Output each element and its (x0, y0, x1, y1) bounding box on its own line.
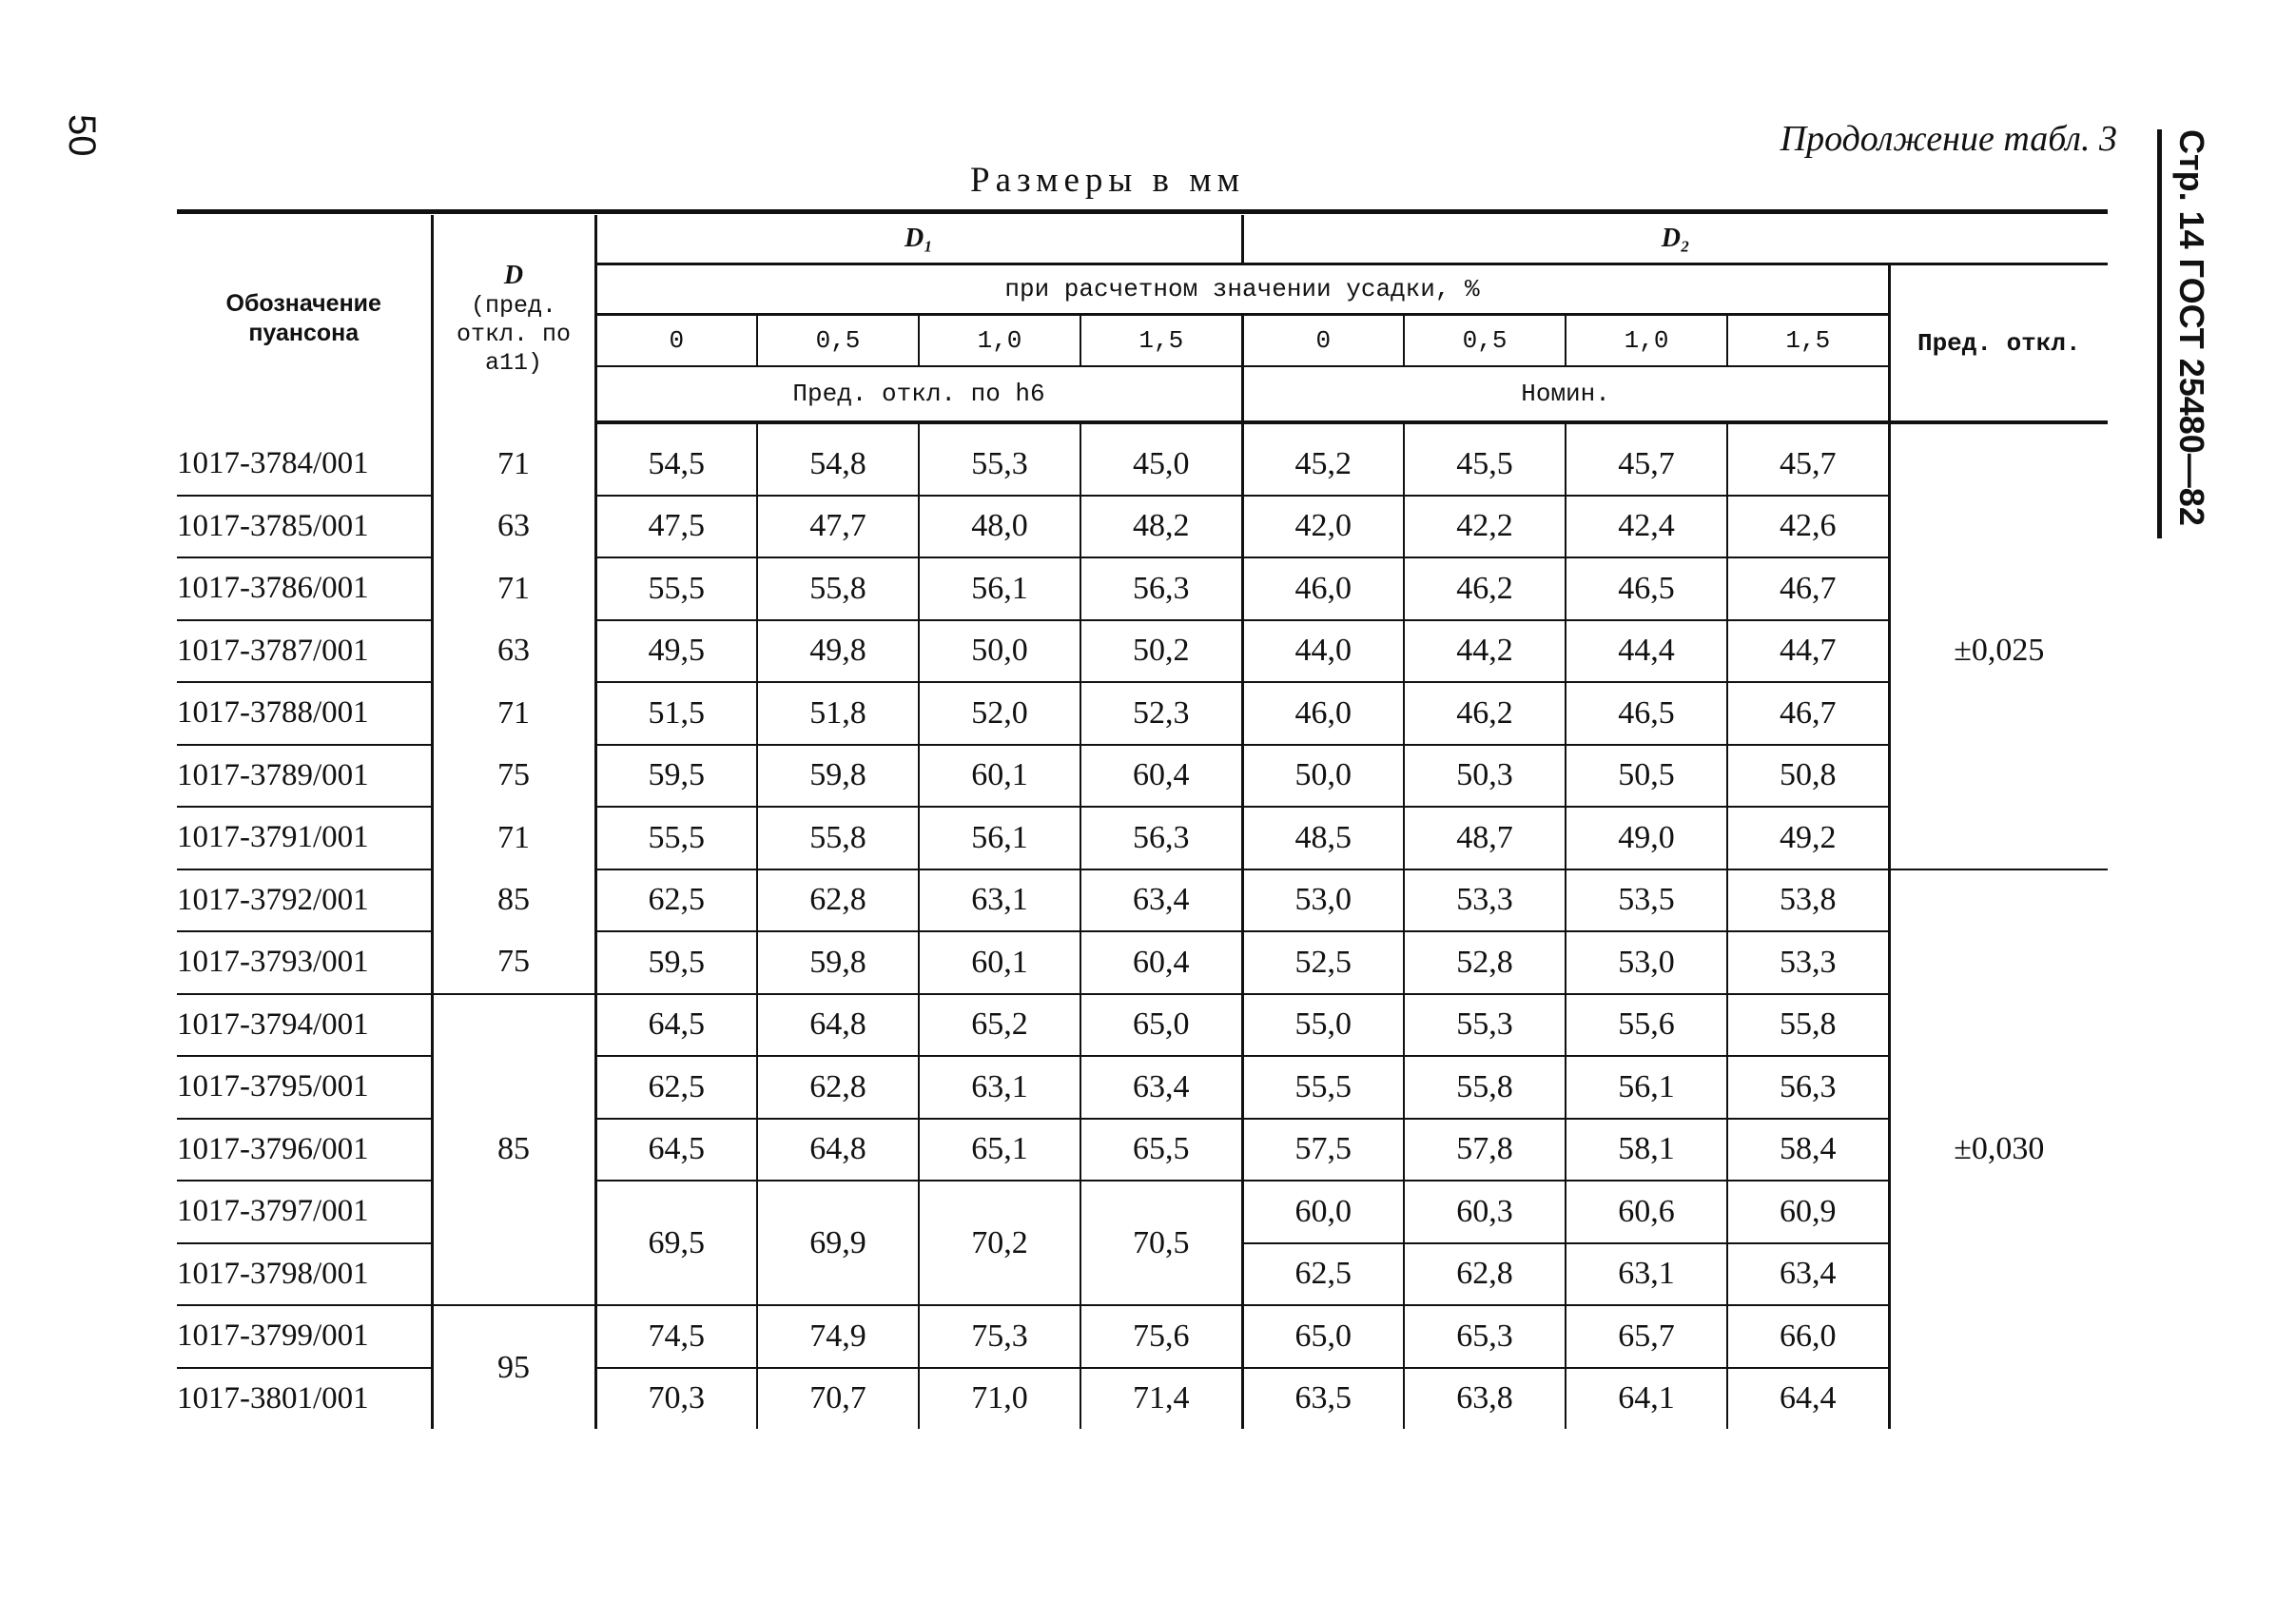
table-row (177, 869, 2108, 932)
cell: 64,8 (757, 1119, 919, 1182)
row-label: 1017-3791/001 (177, 807, 432, 869)
header-d (432, 215, 595, 422)
cell: 62,8 (757, 869, 919, 932)
cell: 50,2 (1080, 620, 1242, 683)
cell: 65,3 (1404, 1305, 1566, 1368)
cell: 75,3 (919, 1305, 1080, 1368)
cell: 59,8 (757, 931, 919, 994)
cell: 65,1 (919, 1119, 1080, 1182)
cell: 62,5 (1242, 1243, 1404, 1306)
cell: 53,8 (1727, 869, 1889, 932)
row-label: 1017-3789/001 (177, 745, 432, 808)
cell: 47,7 (757, 496, 919, 558)
header-d1-tolerance: Пред. откл. по h6 (595, 366, 1242, 422)
cell: 63,8 (1404, 1368, 1566, 1430)
cell: 60,9 (1727, 1181, 1889, 1243)
cell: 46,7 (1727, 682, 1889, 745)
cell: 62,8 (1404, 1243, 1566, 1306)
cell: 46,5 (1566, 682, 1727, 745)
units-caption: Размеры в мм (970, 161, 1246, 200)
row-d: 71 (432, 434, 595, 496)
cell: 59,5 (595, 745, 757, 808)
cell: 71,4 (1080, 1368, 1242, 1430)
cell: 49,5 (595, 620, 757, 683)
cell: 57,5 (1242, 1119, 1404, 1182)
table-row (177, 434, 2108, 496)
cell: 49,8 (757, 620, 919, 683)
row-label: 1017-3801/001 (177, 1368, 432, 1430)
cell: 48,2 (1080, 496, 1242, 558)
cell: 60,1 (919, 745, 1080, 808)
row-label: 1017-3794/001 (177, 994, 432, 1057)
table-row (177, 931, 2108, 994)
cell: 56,1 (1566, 1056, 1727, 1119)
table-row (177, 682, 2108, 745)
cell: 52,5 (1242, 931, 1404, 994)
cell: 63,4 (1080, 1056, 1242, 1119)
row-label: 1017-3793/001 (177, 931, 432, 994)
cell: 65,0 (1242, 1305, 1404, 1368)
cell: 54,5 (595, 434, 757, 496)
row-label: 1017-3796/001 (177, 1119, 432, 1182)
header-designation: Обозначение пуансона (177, 215, 432, 422)
cell: 65,2 (919, 994, 1080, 1057)
table-row (177, 807, 2108, 869)
cell: 63,1 (919, 869, 1080, 932)
row-d: 71 (432, 807, 595, 869)
table-row (177, 557, 2108, 620)
cell: 63,4 (1727, 1243, 1889, 1306)
header-shrink-1-0: 1,0 (919, 315, 1080, 367)
cell: 63,1 (919, 1056, 1080, 1119)
page-number: 50 (61, 114, 103, 157)
cell: 50,3 (1404, 745, 1566, 808)
row-label: 1017-3787/001 (177, 620, 432, 683)
header-shrink-1-0: 1,0 (1566, 315, 1727, 367)
cell: 52,3 (1080, 682, 1242, 745)
header-shrink-0: 0 (1242, 315, 1404, 367)
cell: 70,3 (595, 1368, 757, 1430)
cell: 60,1 (919, 931, 1080, 994)
cell: 55,8 (1727, 994, 1889, 1057)
cell: 46,2 (1404, 557, 1566, 620)
cell: 63,5 (1242, 1368, 1404, 1430)
cell: 60,6 (1566, 1181, 1727, 1243)
cell: 42,2 (1404, 496, 1566, 558)
row-d: 63 (432, 496, 595, 558)
cell-merged: 70,2 (919, 1181, 1080, 1305)
cell: 60,0 (1242, 1181, 1404, 1243)
header-shrink-0-5: 0,5 (1404, 315, 1566, 367)
row-d-merged: 95 (432, 1305, 595, 1429)
cell: 53,5 (1566, 869, 1727, 932)
cell: 46,7 (1727, 557, 1889, 620)
cell: 45,0 (1080, 434, 1242, 496)
cell: 46,0 (1242, 682, 1404, 745)
cell: 59,8 (757, 745, 919, 808)
header-d2: D₂ (1242, 215, 2108, 264)
cell: 63,1 (1566, 1243, 1727, 1306)
cell: 52,0 (919, 682, 1080, 745)
cell: 55,8 (1404, 1056, 1566, 1119)
cell: 48,7 (1404, 807, 1566, 869)
row-d: 85 (432, 869, 595, 932)
cell: 75,6 (1080, 1305, 1242, 1368)
dimensions-table (177, 215, 2108, 1429)
cell: 60,4 (1080, 745, 1242, 808)
cell: 63,4 (1080, 869, 1242, 932)
cell: 55,6 (1566, 994, 1727, 1057)
row-label: 1017-3784/001 (177, 434, 432, 496)
cell: 50,0 (919, 620, 1080, 683)
cell: 52,8 (1404, 931, 1566, 994)
row-label: 1017-3798/001 (177, 1243, 432, 1306)
table-row (177, 745, 2108, 808)
cell: 44,4 (1566, 620, 1727, 683)
row-label: 1017-3797/001 (177, 1181, 432, 1243)
header-d-note: (пред. откл. по a11) (456, 292, 572, 377)
cell: 51,5 (595, 682, 757, 745)
cell: 62,5 (595, 1056, 757, 1119)
header-d2-nominal: Номин. (1242, 366, 1889, 422)
row-d: 75 (432, 931, 595, 994)
cell: 60,4 (1080, 931, 1242, 994)
cell: 55,5 (1242, 1056, 1404, 1119)
cell: 44,7 (1727, 620, 1889, 683)
header-d1: D₁ (595, 215, 1242, 264)
cell: 54,8 (757, 434, 919, 496)
cell: 55,8 (757, 807, 919, 869)
cell: 45,7 (1727, 434, 1889, 496)
side-running-header (2157, 129, 2211, 538)
cell: 74,9 (757, 1305, 919, 1368)
row-label: 1017-3788/001 (177, 682, 432, 745)
cell: 59,5 (595, 931, 757, 994)
row-label: 1017-3795/001 (177, 1056, 432, 1119)
cell: 64,5 (595, 1119, 757, 1182)
tolerance-group-2: ±0,030 (1889, 869, 2108, 1430)
cell: 50,0 (1242, 745, 1404, 808)
cell: 46,5 (1566, 557, 1727, 620)
row-label: 1017-3799/001 (177, 1305, 432, 1368)
cell: 65,0 (1080, 994, 1242, 1057)
cell: 60,3 (1404, 1181, 1566, 1243)
cell: 71,0 (919, 1368, 1080, 1430)
cell: 65,5 (1080, 1119, 1242, 1182)
cell: 48,0 (919, 496, 1080, 558)
cell: 55,5 (595, 807, 757, 869)
cell-merged: 69,9 (757, 1181, 919, 1305)
cell: 49,2 (1727, 807, 1889, 869)
cell: 56,3 (1080, 557, 1242, 620)
cell: 44,2 (1404, 620, 1566, 683)
header-shrink-0: 0 (595, 315, 757, 367)
row-d: 63 (432, 620, 595, 683)
cell: 48,5 (1242, 807, 1404, 869)
row-d-merged: 85 (432, 994, 595, 1306)
cell: 53,0 (1566, 931, 1727, 994)
cell-merged: 69,5 (595, 1181, 757, 1305)
cell: 62,8 (757, 1056, 919, 1119)
header-shrink-0-5: 0,5 (757, 315, 919, 367)
cell: 64,1 (1566, 1368, 1727, 1430)
header-shrink-1-5: 1,5 (1080, 315, 1242, 367)
cell: 49,0 (1566, 807, 1727, 869)
cell: 56,1 (919, 807, 1080, 869)
continuation-caption: Продолжение табл. 3 (1780, 119, 2117, 159)
cell: 62,5 (595, 869, 757, 932)
cell: 46,2 (1404, 682, 1566, 745)
row-d: 71 (432, 557, 595, 620)
cell: 45,7 (1566, 434, 1727, 496)
cell: 45,2 (1242, 434, 1404, 496)
cell: 42,0 (1242, 496, 1404, 558)
cell: 42,6 (1727, 496, 1889, 558)
cell: 42,4 (1566, 496, 1727, 558)
cell: 50,8 (1727, 745, 1889, 808)
header-d-symbol: D (503, 261, 524, 290)
header-shrink-1-5: 1,5 (1727, 315, 1889, 367)
cell: 56,3 (1727, 1056, 1889, 1119)
cell: 58,4 (1727, 1119, 1889, 1182)
header-shrinkage-condition: при расчетном значении усадки, % (595, 264, 1889, 315)
tolerance-group-1: ±0,025 (1889, 434, 2108, 869)
cell: 55,3 (1404, 994, 1566, 1057)
cell: 74,5 (595, 1305, 757, 1368)
cell: 55,5 (595, 557, 757, 620)
cell: 50,5 (1566, 745, 1727, 808)
row-label: 1017-3786/001 (177, 557, 432, 620)
cell: 65,7 (1566, 1305, 1727, 1368)
cell: 53,0 (1242, 869, 1404, 932)
table-row (177, 496, 2108, 558)
cell: 53,3 (1727, 931, 1889, 994)
table-row (177, 1305, 2108, 1368)
cell-merged: 70,5 (1080, 1181, 1242, 1305)
row-d: 75 (432, 745, 595, 808)
table-row (177, 994, 2108, 1057)
cell: 58,1 (1566, 1119, 1727, 1182)
cell: 55,3 (919, 434, 1080, 496)
cell: 47,5 (595, 496, 757, 558)
cell: 46,0 (1242, 557, 1404, 620)
row-d: 71 (432, 682, 595, 745)
cell: 51,8 (757, 682, 919, 745)
cell: 55,8 (757, 557, 919, 620)
cell: 64,8 (757, 994, 919, 1057)
cell: 70,7 (757, 1368, 919, 1430)
cell: 56,3 (1080, 807, 1242, 869)
cell: 45,5 (1404, 434, 1566, 496)
cell: 57,8 (1404, 1119, 1566, 1182)
row-label: 1017-3785/001 (177, 496, 432, 558)
cell: 56,1 (919, 557, 1080, 620)
row-label: 1017-3792/001 (177, 869, 432, 932)
cell: 64,4 (1780, 1380, 1837, 1416)
table-top-rule (177, 209, 2108, 214)
table-row (177, 620, 2108, 683)
header-tolerance: Пред. откл. (1889, 264, 2108, 423)
cell: 53,3 (1404, 869, 1566, 932)
side-header-text: Стр. 14 ГОСТ 25480—82 (2172, 129, 2211, 526)
cell: 64,5 (595, 994, 757, 1057)
cell: 66,0 (1727, 1305, 1889, 1368)
cell: 55,0 (1242, 994, 1404, 1057)
cell: 44,0 (1242, 620, 1404, 683)
